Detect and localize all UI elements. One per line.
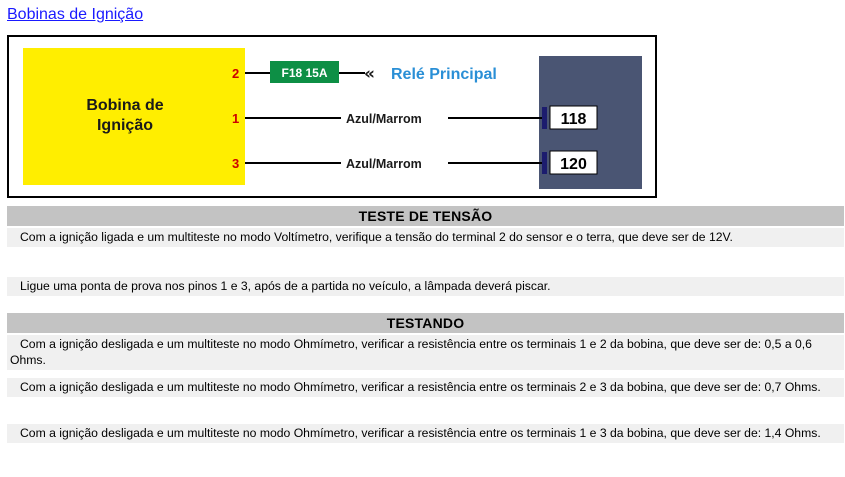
pin-number-3: 3 (232, 156, 240, 171)
title-link[interactable]: Bobinas de Ignição (7, 6, 144, 23)
section-header-testing: TESTANDO (7, 313, 844, 333)
wiring-diagram (7, 35, 657, 198)
pin-number-1: 1 (232, 111, 240, 126)
relay-arrow-icon: « (364, 64, 375, 84)
coil-label-line2: Ignição (96, 117, 154, 134)
testing-paragraph-3: Com a ignição desligada e um multiteste no modo Ohmímetro, verificar a resistência entre os terminais 1 e 3 da bobina, que deve ser de: 1,4 Ohms. (7, 424, 844, 443)
voltage-test-paragraph-1: Com a ignição ligada e um multiteste no modo Voltímetro, verifique a tensão do terminal 2 do sensor e o terra, que deve ser de 12V. (7, 228, 844, 247)
testing-paragraph-2: Com a ignição desligada e um multiteste no modo Ohmímetro, verificar a resistência entre os terminais 2 e 3 da bobina, que deve ser de: 0,7 Ohms. (7, 378, 844, 397)
pin3-wire-label: Azul/Marrom (346, 157, 422, 171)
pin1-wire-label: Azul/Marrom (346, 112, 422, 126)
connector-118 (542, 107, 547, 129)
relay-label: Relé Principal (391, 66, 497, 83)
coil-label-line1: Bobina de (86, 97, 164, 114)
terminal-118-label: 118 (560, 111, 587, 128)
testing-paragraph-1: Com a ignição desligada e um multiteste no modo Ohmímetro, verificar a resistência entre os terminais 1 e 2 da bobina, que deve ser de: 0,5 a 0,6 Ohms. (7, 335, 844, 370)
section-header-voltage-test: TESTE DE TENSÃO (7, 206, 844, 226)
voltage-test-paragraph-2: Ligue uma ponta de prova nos pinos 1 e 3, após de a partida no veículo, a lâmpada deverá piscar. (7, 277, 844, 296)
terminal-120-label: 120 (560, 156, 587, 173)
fuse-label: F18 15A (281, 66, 328, 80)
connector-120 (542, 152, 547, 174)
pin-number-2: 2 (232, 66, 240, 81)
